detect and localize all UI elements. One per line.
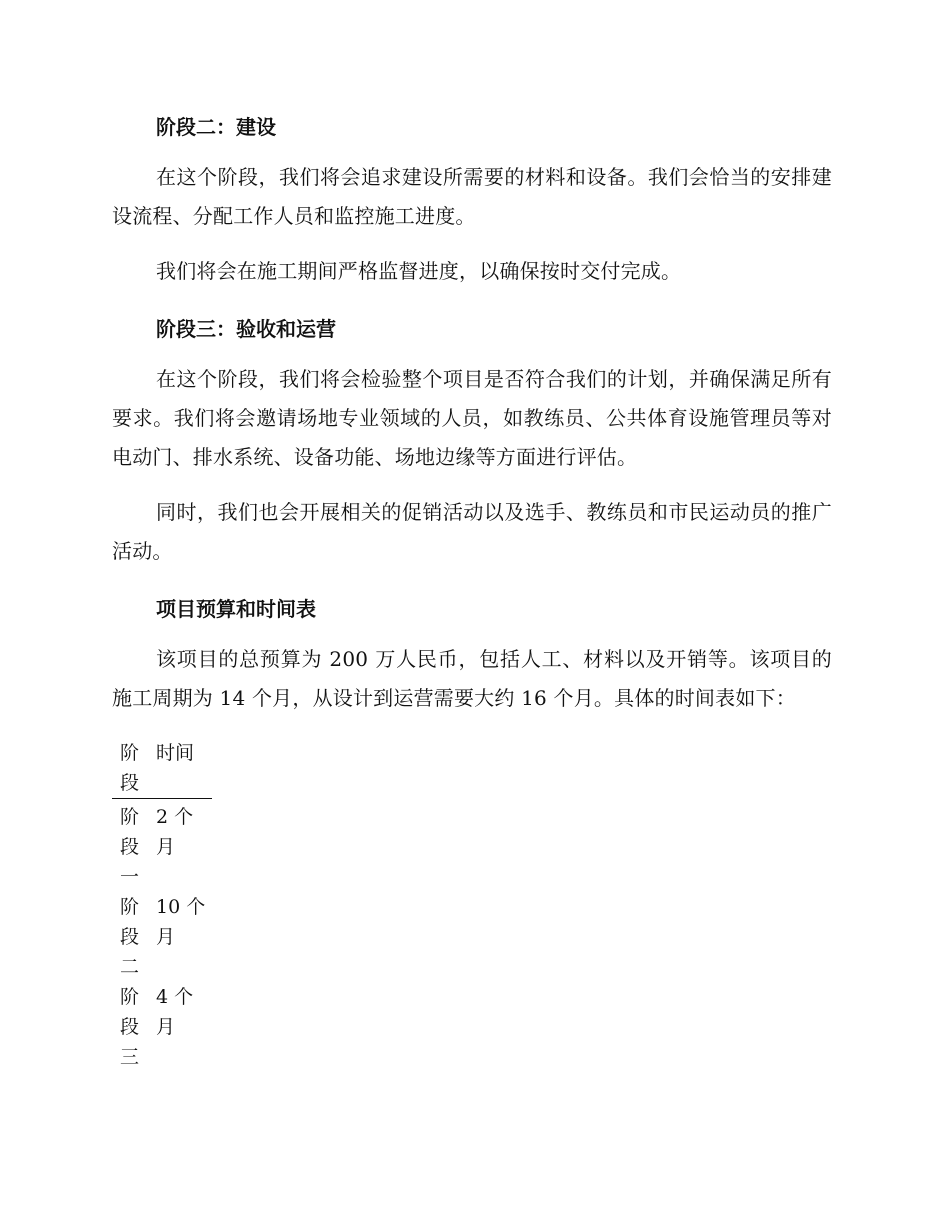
cell-phase: 阶段三 — [120, 986, 140, 1068]
section-heading-budget-schedule: 项目预算和时间表 — [156, 597, 316, 621]
column-header-phase: 阶段 — [112, 738, 156, 799]
table-row — [112, 892, 212, 982]
paragraph: 我们将会在施工期间严格监督进度，以确保按时交付完成。 — [156, 259, 682, 283]
cell-phase: 阶段一 — [120, 806, 140, 888]
column-header-time: 时间 — [156, 738, 212, 799]
section-heading-phase-two: 阶段二：建设 — [156, 115, 276, 139]
document-page — [112, 105, 832, 1072]
paragraph: 在这个阶段，我们将会追求建设所需要的材料和设备。我们会恰当的安排建设流程、分配工作人员和监控施工进度。 — [112, 165, 832, 228]
cell-time: 2 个月 — [156, 806, 194, 858]
table-header-row — [112, 738, 212, 799]
cell-time: 4 个月 — [156, 986, 194, 1038]
cell-phase: 阶段二 — [120, 896, 140, 978]
paragraph: 该项目的总预算为 200 万人民币，包括人工、材料以及开销等。该项目的施工周期为 14 个月，从设计到运营需要大约 16 个月。具体的时间表如下： — [112, 647, 832, 710]
cell-time: 10 个月 — [156, 896, 206, 948]
paragraph: 在这个阶段，我们将会检验整个项目是否符合我们的计划，并确保满足所有要求。我们将会邀请场地专业领域的人员，如教练员、公共体育设施管理员等对电动门、排水系统、设备功能、场地边缘等方面进行评估。 — [112, 367, 832, 469]
table-row — [112, 982, 212, 1072]
section-heading-phase-three: 阶段三：验收和运营 — [156, 317, 336, 341]
schedule-table — [112, 738, 212, 1072]
table-row — [112, 799, 212, 893]
paragraph: 同时，我们也会开展相关的促销活动以及选手、教练员和市民运动员的推广活动。 — [112, 500, 832, 563]
